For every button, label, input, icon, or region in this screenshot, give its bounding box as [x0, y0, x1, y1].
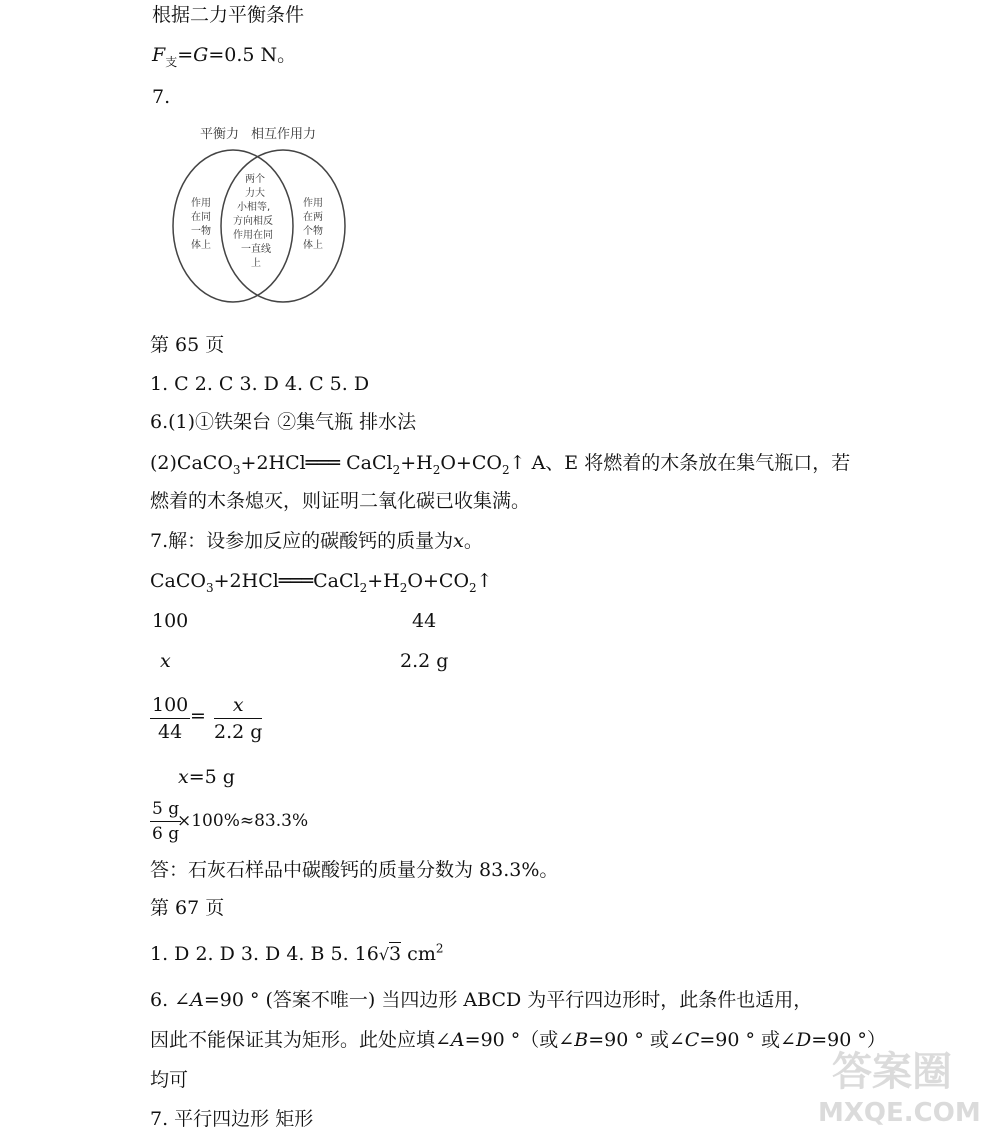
molar-mass-left: 100 — [152, 610, 189, 632]
venn-diagram — [165, 122, 365, 307]
fraction-equals: = — [190, 705, 206, 727]
answer-6-p67: 6. ∠A=90 ° (答案不唯一) 当四边形 ABCD 为平行四边形时，此条件也适用， — [150, 989, 813, 1011]
answer-6-p67-cont: 因此不能保证其为矩形。此处应填∠A=90 °（或∠B=90 ° 或∠C=90 ° 或∠D=90 °） — [150, 1029, 886, 1051]
svg-text:作用: 作用 — [191, 198, 211, 209]
svg-text:体上: 体上 — [303, 240, 323, 251]
svg-text:在两: 在两 — [303, 212, 323, 223]
percentage-calc: ×100%≈83.3% — [177, 811, 309, 831]
svg-text:作用: 作用 — [303, 198, 323, 209]
fraction-5g-6g: $\frac{5 g}{6 g}$ — [152, 799, 180, 844]
venn-middle-text — [233, 172, 273, 269]
svg-text:力大: 力大 — [245, 188, 265, 199]
svg-text:上: 上 — [251, 258, 261, 269]
chemical-equation: $CaCO_3+2HCl═══CaCl_2+H_2O+CO_2↑$ — [150, 570, 493, 595]
svg-text:体上: 体上 — [191, 240, 211, 251]
result-x: x=5 g — [178, 766, 235, 788]
answer-6-p67-end: 均可 — [150, 1069, 189, 1091]
fraction-100-44: $\frac{100}{44}$ — [152, 694, 189, 743]
answer-6-2: (2)CaCO$_3$+2HCl═══ $CaCl_2+H_2O+CO_2↑$ A、E 将燃着的木条放在集气瓶口，若 — [150, 452, 851, 477]
answer-7-p67: 7. 平行四边形 矩形 — [150, 1108, 314, 1130]
svg-text:一物: 一物 — [191, 226, 211, 237]
mc-answers-p65: 1. C 2. C 3. D 4. C 5. D — [150, 373, 370, 395]
molar-mass-right: 44 — [412, 610, 437, 632]
watermark-url: MXQE.COM — [818, 1098, 981, 1128]
final-answer: 答：石灰石样品中碳酸钙的质量分数为 83.3%。 — [150, 859, 559, 881]
venn-right-text — [303, 196, 323, 251]
venn-left-text — [191, 196, 211, 251]
svg-text:两个: 两个 — [245, 174, 265, 185]
mc-answers-p67: 1. D 2. D 3. D 4. B 5. 16√3 $cm^2$ — [150, 941, 444, 965]
formula-f-equals-g: $F_支=G=0.5$ N。 — [152, 44, 297, 69]
question-number: 7. — [152, 86, 171, 108]
known-mass: 2.2 g — [400, 650, 449, 672]
svg-text:小相等,: 小相等, — [237, 202, 271, 213]
svg-text:在同: 在同 — [191, 212, 211, 223]
answer-6-2-cont: 燃着的木条熄灭，则证明二氧化碳已收集满。 — [150, 490, 531, 512]
fraction-x-2-2g: $\frac{x}{2.2 g}$ — [214, 694, 263, 743]
text-line: 根据二力平衡条件 — [152, 4, 305, 26]
venn-label-interaction: 相互作用力 — [251, 127, 317, 142]
svg-text:方向相反: 方向相反 — [233, 216, 273, 227]
venn-label-balance: 平衡力 — [200, 127, 240, 142]
section-heading-p65: 第 65 页 — [150, 334, 225, 356]
svg-text:作用在同: 作用在同 — [233, 230, 273, 241]
unknown-mass: x — [160, 650, 171, 672]
svg-text:个物: 个物 — [303, 226, 323, 237]
svg-text:一直线: 一直线 — [241, 244, 271, 255]
answer-7-intro: 7.解：设参加反应的碳酸钙的质量为x。 — [150, 530, 483, 552]
answer-6-1: 6.(1)①铁架台 ②集气瓶 排水法 — [150, 411, 417, 433]
watermark-logo: 答案圈 — [832, 1049, 952, 1095]
section-heading-p67: 第 67 页 — [150, 897, 225, 919]
